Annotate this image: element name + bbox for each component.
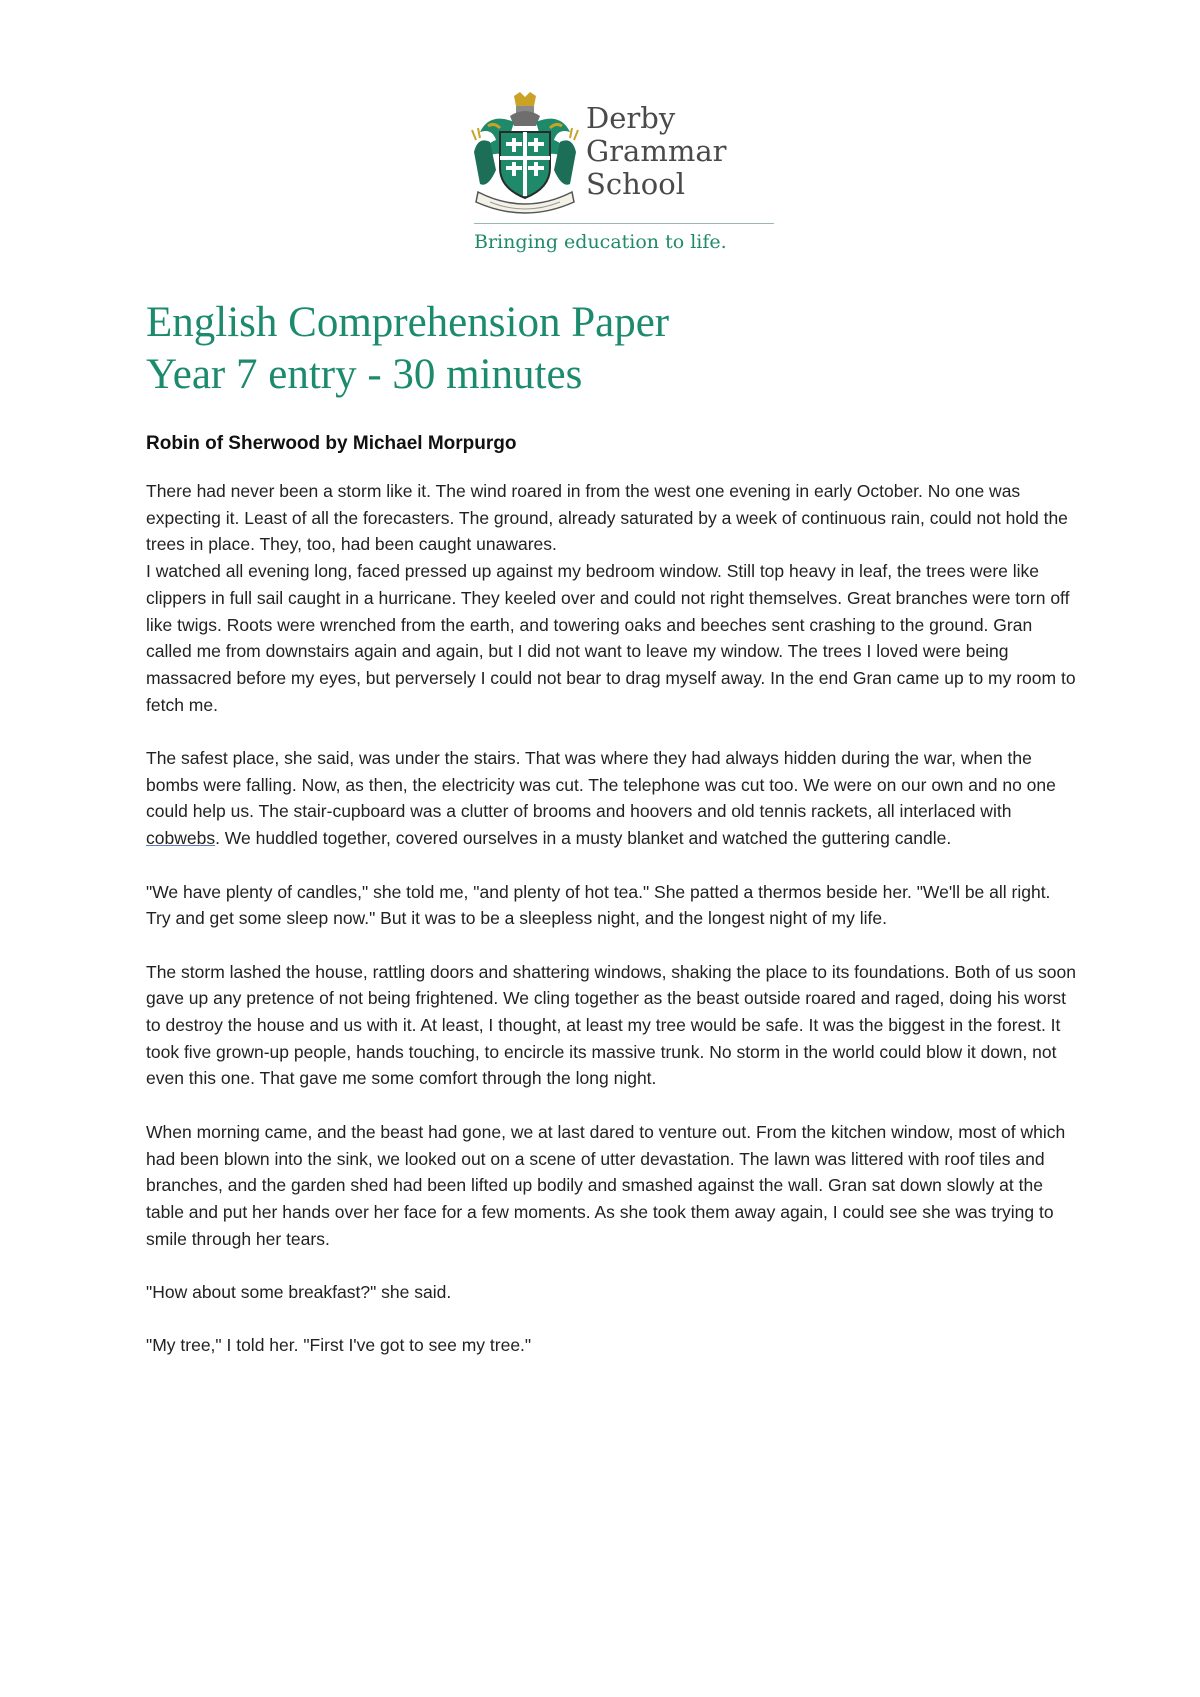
school-name-line-2: Grammar	[586, 134, 727, 168]
passage-paragraph	[146, 745, 1076, 852]
passage-paragraph: When morning came, and the beast had gone, we at last dared to venture out. From the kitchen window, most of which had been blown into the sink, we looked out on a scene of utter devastation. The lawn was littered with roof tiles and branches, and the garden shed had been lifted up bodily and smashed against the wall. Gran sat down slowly at the table and put her hands over her face for a few moments. As she took them away again, I could see she was trying to smile through her tears.	[146, 1121, 1066, 1249]
passage-paragraph: There had never been a storm like it. The wind roared in from the west one evening in early October. No one was expecting it. Least of all the forecasters. The ground, already saturated by a week of continuous rain, could not hold the trees in place. They, too, had been caught unawares.	[146, 481, 1068, 555]
school-logo	[470, 92, 780, 262]
passage-paragraph: I watched all evening long, faced pressed up against my bedroom window. Still top heavy in leaf, the trees were like clippers in full sail caught in a hurricane. They keeled over and could not right themselves. Great branches were torn off like twigs. Roots were wrenched from the earth, and towering oaks and beeches sent crashing to the ground. Gran called me from downstairs again and again, but I did not want to leave my window. The trees I loved were being massacred before my eyes, but perversely I could not bear to drag myself away. In the end Gran came up to my room to fetch me.	[146, 561, 1076, 715]
paper-title-line-2: Year 7 entry - 30 minutes	[146, 351, 583, 398]
passage-paragraph: "My tree," I told her. "First I've got to see my tree."	[146, 1335, 532, 1356]
school-name-line-1: Derby	[586, 101, 676, 135]
paper-title	[146, 297, 669, 401]
school-crest-icon	[470, 92, 580, 214]
passage-paragraph: "We have plenty of candles," she told me, "and plenty of hot tea." She patted a thermos beside her. "We'll be all right. Try and get some sleep now." But it was to be a sleepless night, and the longest night of my life.	[146, 881, 1051, 929]
logo-divider	[474, 223, 774, 224]
passage-paragraph: The storm lashed the house, rattling doors and shattering windows, shaking the place to its foundations. Both of us soon gave up any pretence of not being frightened. We cling together as the beast outside roared and raged, doing his worst to destroy the house and us with it. At least, I thought, at least my tree would be safe. It was the biggest in the forest. It took five grown-up people, hands touching, to encircle its massive trunk. No storm in the world could blow it down, not even this one. That gave me some comfort through the long night.	[146, 961, 1077, 1089]
paper-title-line-1: English Comprehension Paper	[146, 299, 670, 346]
passage-body	[146, 478, 1076, 1386]
school-name	[586, 102, 726, 201]
school-name-line-3: School	[586, 167, 685, 201]
paragraph-text: . We huddled together, covered ourselves in a musty blanket and watched the guttering candle.	[215, 828, 952, 849]
cobwebs-link[interactable]: cobwebs	[146, 828, 216, 849]
passage-heading: Robin of Sherwood by Michael Morpurgo	[146, 433, 517, 454]
passage-paragraph: "How about some breakfast?" she said.	[146, 1282, 452, 1303]
school-tagline: Bringing education to life.	[474, 231, 727, 253]
paragraph-text: The safest place, she said, was under the stairs. That was where they had always hidden during the war, when the bombs were falling. Now, as then, the electricity was cut. The telephone was cut too. We were on our own and no one could help us. The stair-cupboard was a clutter of brooms and hoovers and old tennis rackets, all interlaced with	[146, 748, 1056, 822]
